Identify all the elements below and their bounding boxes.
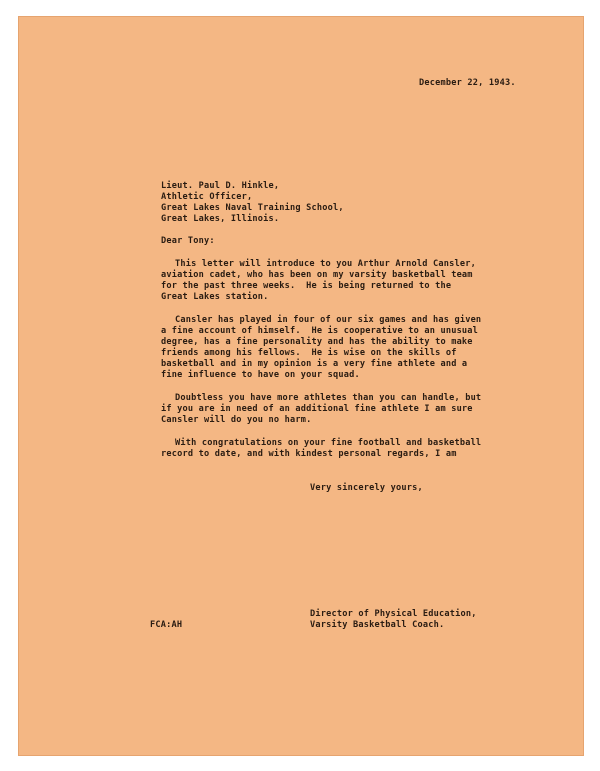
paragraph-line: This letter will introduce to you Arthur Arnold Cansler, bbox=[175, 259, 476, 269]
recipient-title: Athletic Officer, bbox=[161, 192, 253, 202]
letter-date: December 22, 1943. bbox=[419, 78, 516, 88]
paragraph-line: aviation cadet, who has been on my varsity basketball team bbox=[161, 270, 473, 280]
paragraph-line: Doubtless you have more athletes than you can handle, but bbox=[175, 393, 482, 403]
salutation: Dear Tony: bbox=[161, 236, 215, 246]
signature-subtitle: Varsity Basketball Coach. bbox=[310, 620, 445, 630]
recipient-location: Great Lakes, Illinois. bbox=[161, 214, 280, 224]
paragraph-line: for the past three weeks. He is being returned to the bbox=[161, 281, 452, 291]
paragraph-line: Cansler has played in four of our six games and has given bbox=[175, 315, 482, 325]
initials: FCA:AH bbox=[150, 620, 183, 630]
recipient-name: Lieut. Paul D. Hinkle, bbox=[161, 181, 280, 191]
letter-page bbox=[18, 16, 584, 756]
paragraph-line: Great Lakes station. bbox=[161, 292, 269, 302]
paragraph-line: With congratulations on your fine football and basketball bbox=[175, 438, 482, 448]
paragraph-line: degree, has a fine personality and has the ability to make bbox=[161, 337, 473, 347]
signature-title: Director of Physical Education, bbox=[310, 609, 477, 619]
recipient-org: Great Lakes Naval Training School, bbox=[161, 203, 344, 213]
paragraph-line: if you are in need of an additional fine athlete I am sure bbox=[161, 404, 473, 414]
paragraph-line: record to date, and with kindest personal regards, I am bbox=[161, 449, 457, 459]
closing: Very sincerely yours, bbox=[310, 483, 423, 493]
paragraph-line: Cansler will do you no harm. bbox=[161, 415, 312, 425]
paragraph-line: a fine account of himself. He is cooperative to an unusual bbox=[161, 326, 479, 336]
paragraph-line: fine influence to have on your squad. bbox=[161, 370, 360, 380]
paragraph-line: friends among his fellows. He is wise on the skills of bbox=[161, 348, 457, 358]
paragraph-line: basketball and in my opinion is a very fine athlete and a bbox=[161, 359, 468, 369]
